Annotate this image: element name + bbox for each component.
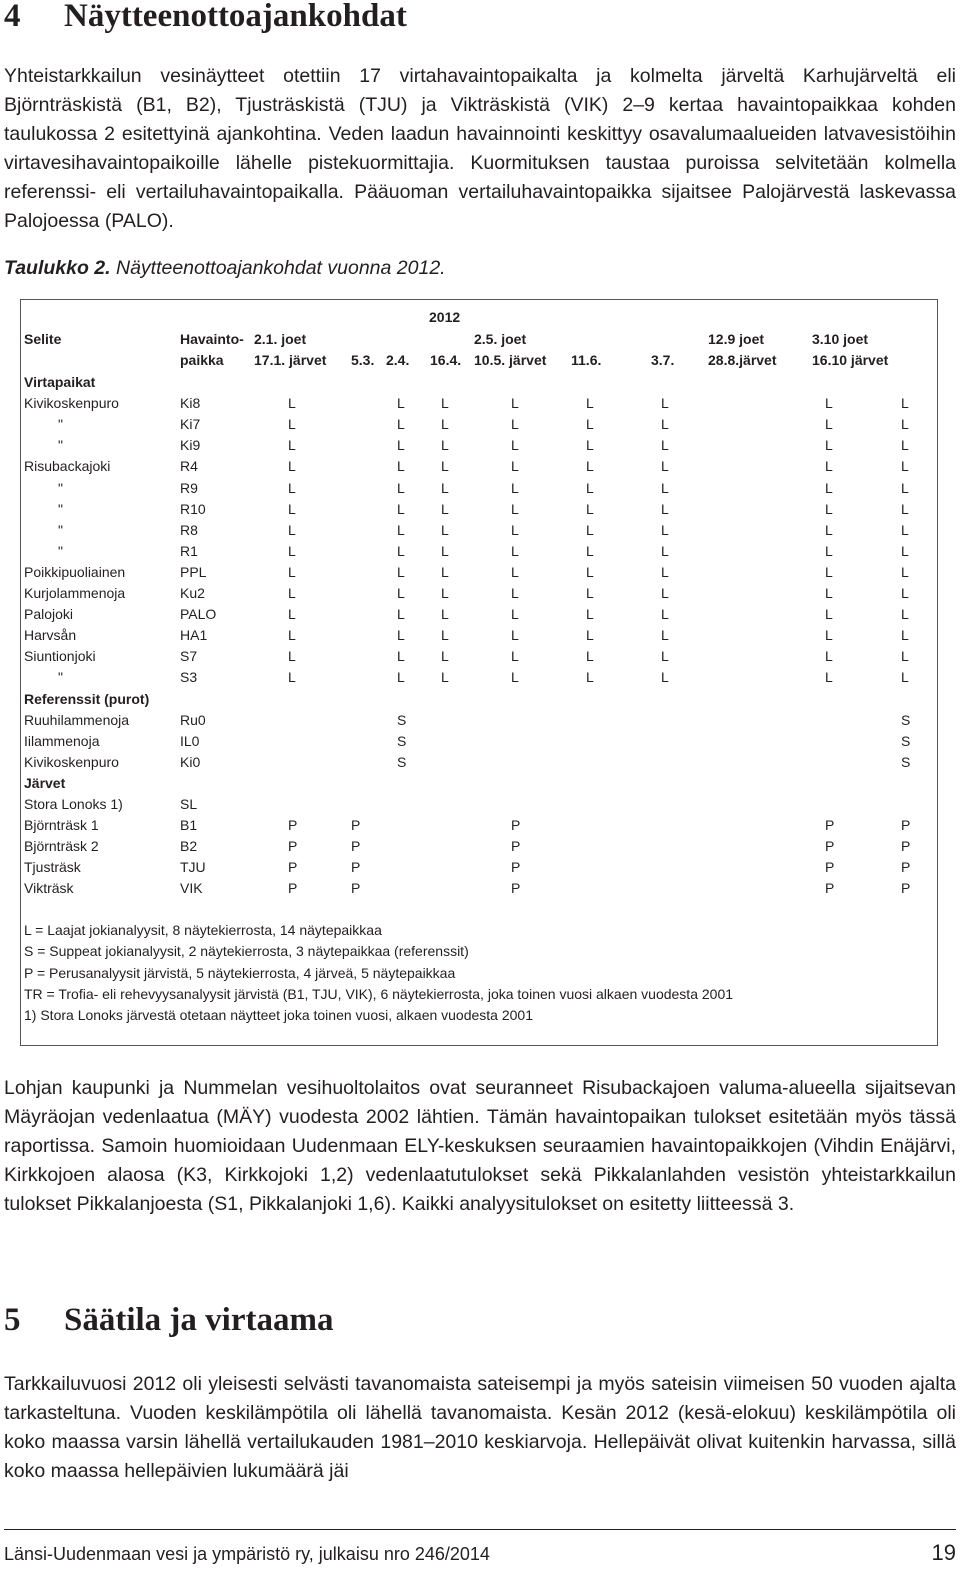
table-cell-mark: S — [901, 733, 911, 749]
table-cell-mark: P — [511, 880, 521, 896]
row-site-name: " — [58, 543, 63, 559]
table-cell-mark: L — [825, 669, 833, 685]
row-site-name: " — [58, 416, 63, 432]
table-cell-mark: L — [511, 437, 519, 453]
row-site-code: R9 — [180, 480, 198, 496]
table-cell-mark: L — [825, 543, 833, 559]
table-caption-label: Taulukko 2. — [4, 257, 111, 279]
table-cell-mark: L — [825, 585, 833, 601]
table-cell-mark: L — [661, 395, 669, 411]
table-cell-mark: P — [351, 838, 361, 854]
section-number: 5 — [4, 1302, 21, 1338]
table-cell-mark: L — [397, 416, 405, 432]
column-subheader: 28.8.järvet — [708, 352, 777, 368]
column-subheader: 11.6. — [571, 352, 602, 368]
table-cell-mark: L — [441, 564, 449, 580]
table-cell-mark: L — [825, 416, 833, 432]
table-cell-mark: L — [901, 606, 909, 622]
table-cell-mark: L — [397, 564, 405, 580]
column-subheader: 3.7. — [651, 352, 675, 368]
table-cell-mark: L — [586, 648, 594, 664]
table-cell-mark: L — [441, 437, 449, 453]
row-site-code: PPL — [180, 564, 207, 580]
table-cell-mark: L — [288, 458, 296, 474]
table-note: 1) Stora Lonoks järvestä otetaan näytteet joka toinen vuosi, alkaen vuodesta 2001 — [24, 1007, 534, 1023]
table-cell-mark: L — [586, 458, 594, 474]
table-cell-mark: L — [441, 480, 449, 496]
table-cell-mark: L — [441, 395, 449, 411]
row-site-code: Ku2 — [180, 585, 205, 601]
row-site-name: Poikkipuoliainen — [24, 564, 126, 580]
table-cell-mark: L — [825, 458, 833, 474]
table-cell-mark: L — [288, 606, 296, 622]
table-cell-mark: L — [511, 543, 519, 559]
table-cell-mark: L — [825, 437, 833, 453]
row-site-name: Vikträsk — [24, 880, 74, 896]
row-site-code: HA1 — [180, 627, 208, 643]
column-header: 12.9 joet — [708, 331, 765, 347]
table-cell-mark: L — [901, 585, 909, 601]
section-title: Näytteenottoajankohdat — [64, 0, 407, 34]
table-cell-mark: L — [397, 669, 405, 685]
table-cell-mark: L — [441, 669, 449, 685]
table-cell-mark: L — [586, 416, 594, 432]
page-number: 19 — [931, 1540, 956, 1565]
table-cell-mark: L — [511, 627, 519, 643]
table-cell-mark: L — [288, 501, 296, 517]
table-cell-mark: P — [351, 817, 361, 833]
table-cell-mark: L — [288, 627, 296, 643]
table-cell-mark: S — [901, 754, 911, 770]
table-cell-mark: L — [901, 395, 909, 411]
footer-divider — [4, 1529, 956, 1530]
table-cell-mark: L — [397, 522, 405, 538]
table-note: L = Laajat jokianalyysit, 8 näytekierrosta, 14 näytepaikkaa — [24, 922, 382, 938]
table-cell-mark: L — [586, 501, 594, 517]
column-subheader: 17.1. järvet — [254, 352, 327, 368]
table-caption — [4, 254, 446, 283]
table-cell-mark: S — [397, 712, 407, 728]
table-cell-mark: L — [661, 648, 669, 664]
table-cell-mark: L — [441, 543, 449, 559]
table-cell-mark: L — [397, 501, 405, 517]
table-cell-mark: L — [825, 480, 833, 496]
row-site-name: Palojoki — [24, 606, 74, 622]
paragraph-2: Lohjan kaupunki ja Nummelan vesihuoltolaitos ovat seuranneet Risubackajoen valuma-alueella sijaitsevan Mäyräojan vedenlaatua (MÄY) vuodesta 2002 lähtien. Tämän havaintopaikan tulokset esitetään myös tässä raportissa. Samoin huomioidaan Uudenmaan ELY-keskuksen seuraamien havaintopaikkojen (Vihdin Enäjärvi, Kirkkojoen alaosa (K3, Kirkkojoki 1,2) vedenlaatutulokset sekä Pikkalanlahden vesistön yhteistarkkailun tulokset Pikkalanjoesta (S1, Pikkalanjoki 1,6). Kaikki analyysitulokset on esitetty liitteessä 3. — [4, 1077, 956, 1215]
table-year-header: 2012 — [429, 309, 461, 325]
column-subheader: 16.10 järvet — [812, 352, 889, 368]
table-cell-mark: L — [397, 627, 405, 643]
table-cell-mark: L — [661, 606, 669, 622]
table-cell-mark: L — [397, 543, 405, 559]
table-cell-mark: L — [288, 543, 296, 559]
table-cell-mark: L — [901, 648, 909, 664]
row-site-name: Kurjolammenoja — [24, 585, 126, 601]
row-site-name: Ruuhilammenoja — [24, 712, 130, 728]
row-site-code: SL — [180, 796, 198, 812]
row-site-name: " — [58, 522, 63, 538]
table-cell-mark: L — [511, 564, 519, 580]
section-4-heading — [4, 0, 407, 38]
table-cell-mark: L — [288, 648, 296, 664]
table-cell-mark: L — [586, 585, 594, 601]
row-site-code: TJU — [180, 859, 206, 875]
table-cell-mark: L — [901, 437, 909, 453]
table-caption-text: Näytteenottoajankohdat vuonna 2012. — [115, 257, 446, 279]
table-cell-mark: P — [825, 859, 835, 875]
table-cell-mark: L — [441, 585, 449, 601]
table-cell-mark: P — [351, 859, 361, 875]
table-cell-mark: L — [288, 585, 296, 601]
table-cell-mark: L — [441, 606, 449, 622]
row-site-name: Siuntionjoki — [24, 648, 96, 664]
table-cell-mark: L — [825, 564, 833, 580]
table-cell-mark: L — [901, 480, 909, 496]
table-cell-mark: L — [661, 564, 669, 580]
row-site-code: Ki0 — [180, 754, 201, 770]
table-cell-mark: L — [661, 437, 669, 453]
table-cell-mark: P — [901, 838, 911, 854]
table-cell-mark: P — [825, 880, 835, 896]
table-cell-mark: L — [661, 669, 669, 685]
table-group-heading: Virtapaikat — [24, 374, 96, 390]
row-site-name: " — [58, 437, 63, 453]
table-cell-mark: L — [441, 458, 449, 474]
row-site-code: PALO — [180, 606, 217, 622]
table-cell-mark: L — [825, 648, 833, 664]
table-cell-mark: L — [441, 501, 449, 517]
table-cell-mark: L — [441, 627, 449, 643]
table-cell-mark: L — [586, 669, 594, 685]
table-cell-mark: L — [511, 522, 519, 538]
table-cell-mark: P — [901, 880, 911, 896]
column-subheader: 5.3. — [351, 352, 375, 368]
table-cell-mark: L — [288, 437, 296, 453]
row-site-name: " — [58, 480, 63, 496]
row-site-code: R4 — [180, 458, 198, 474]
table-cell-mark: P — [351, 880, 361, 896]
row-site-name: " — [58, 501, 63, 517]
row-site-code: S3 — [180, 669, 198, 685]
table-cell-mark: L — [825, 522, 833, 538]
section-5-heading — [4, 1298, 333, 1342]
table-cell-mark: P — [288, 859, 298, 875]
table-cell-mark: L — [661, 416, 669, 432]
table-cell-mark: L — [288, 480, 296, 496]
table-cell-mark: L — [511, 458, 519, 474]
row-site-code: Ki9 — [180, 437, 201, 453]
row-site-name: Björnträsk 2 — [24, 838, 99, 854]
table-cell-mark: L — [586, 543, 594, 559]
row-site-code: B2 — [180, 838, 198, 854]
table-cell-mark: L — [511, 585, 519, 601]
row-site-code: IL0 — [180, 733, 200, 749]
sampling-schedule-table — [20, 299, 938, 1046]
row-site-name: Björnträsk 1 — [24, 817, 99, 833]
table-cell-mark: S — [397, 754, 407, 770]
section-number: 4 — [4, 0, 21, 34]
table-cell-mark: L — [511, 395, 519, 411]
row-site-name: Kivikoskenpuro — [24, 395, 119, 411]
table-cell-mark: L — [901, 543, 909, 559]
table-cell-mark: L — [511, 648, 519, 664]
table-cell-mark: L — [397, 606, 405, 622]
row-site-name: Tjusträsk — [24, 859, 81, 875]
table-cell-mark: S — [901, 712, 911, 728]
table-cell-mark: P — [901, 859, 911, 875]
table-cell-mark: L — [397, 458, 405, 474]
table-cell-mark: P — [825, 817, 835, 833]
row-site-code: Ki7 — [180, 416, 201, 432]
table-cell-mark: L — [901, 416, 909, 432]
table-cell-mark: L — [586, 627, 594, 643]
column-header: Havainto- — [180, 331, 244, 347]
table-cell-mark: P — [511, 859, 521, 875]
table-note: S = Suppeat jokianalyysit, 2 näytekierrosta, 3 näytepaikkaa (referenssit) — [24, 943, 469, 959]
row-site-name: Stora Lonoks 1) — [24, 796, 123, 812]
column-header: 2.1. joet — [254, 331, 307, 347]
table-cell-mark: L — [901, 669, 909, 685]
table-cell-mark: L — [511, 480, 519, 496]
table-cell-mark: L — [397, 437, 405, 453]
table-cell-mark: L — [825, 606, 833, 622]
section-4-paragraph: Yhteistarkkailun vesinäytteet otettiin 17 virtahavaintopaikalta ja kolmelta järveltä Karhujärveltä eli Björnträskistä (B1, B2), Tjusträskistä (TJU) ja Vikträskistä (VIK) 2–9 kertaa havaintopaikkaa kohden taulukossa 2 esitettyinä ajankohtina. Veden laadun havainnointi keskittyy osavalumaalueiden latvavesistöihin virtavesihavaintopaikoille lähelle pistekuormittajia. Kuormituksen taustaa puroissa selvitetään kolmella referenssi- eli vertailuhavaintopaikalla. Pääuoman vertailuhavaintopaikka sijaitsee Palojärvestä laskevassa Palojoessa (PALO). — [4, 65, 956, 232]
row-site-name: Kivikoskenpuro — [24, 754, 119, 770]
table-cell-mark: L — [586, 606, 594, 622]
column-subheader: paikka — [180, 352, 224, 368]
row-site-code: Ru0 — [180, 712, 206, 728]
table-cell-mark: L — [397, 480, 405, 496]
table-note: P = Perusanalyysit järvistä, 5 näytekierrosta, 4 järveä, 5 näytepaikkaa — [24, 965, 456, 981]
table-cell-mark: L — [901, 564, 909, 580]
row-site-code: Ki8 — [180, 395, 201, 411]
table-cell-mark: L — [288, 669, 296, 685]
row-site-code: R10 — [180, 501, 206, 517]
footer-publisher: Länsi-Uudenmaan vesi ja ympäristö ry, julkaisu nro 246/2014 — [4, 1544, 490, 1564]
table-cell-mark: L — [441, 522, 449, 538]
column-header: 3.10 joet — [812, 331, 869, 347]
table-cell-mark: L — [661, 522, 669, 538]
column-subheader: 10.5. järvet — [474, 352, 547, 368]
column-header: Selite — [24, 331, 62, 347]
row-site-name: Iilammenoja — [24, 733, 100, 749]
row-site-name: " — [58, 669, 63, 685]
table-cell-mark: P — [288, 880, 298, 896]
table-cell-mark: L — [397, 648, 405, 664]
row-site-code: B1 — [180, 817, 198, 833]
table-cell-mark: P — [288, 817, 298, 833]
table-cell-mark: L — [511, 416, 519, 432]
table-cell-mark: P — [511, 817, 521, 833]
table-group-heading: Järvet — [24, 775, 66, 791]
table-cell-mark: L — [901, 627, 909, 643]
table-cell-mark: L — [586, 564, 594, 580]
table-cell-mark: L — [441, 648, 449, 664]
table-cell-mark: L — [661, 458, 669, 474]
table-cell-mark: L — [288, 416, 296, 432]
table-cell-mark: L — [825, 395, 833, 411]
table-cell-mark: L — [661, 480, 669, 496]
table-group-heading: Referenssit (purot) — [24, 691, 150, 707]
row-site-name: Risubackajoki — [24, 458, 111, 474]
table-cell-mark: L — [901, 522, 909, 538]
table-cell-mark: L — [397, 585, 405, 601]
row-site-code: R8 — [180, 522, 198, 538]
table-cell-mark: L — [586, 437, 594, 453]
table-cell-mark: L — [661, 543, 669, 559]
table-cell-mark: L — [511, 606, 519, 622]
table-cell-mark: P — [901, 817, 911, 833]
table-cell-mark: L — [586, 480, 594, 496]
table-note: TR = Trofia- eli rehevyysanalyysit järvistä (B1, TJU, VIK), 6 näytekierrosta, joka toinen vuosi alkaen vuodesta 2001 — [24, 986, 734, 1002]
table-cell-mark: L — [825, 501, 833, 517]
table-cell-mark: L — [661, 627, 669, 643]
table-cell-mark: L — [901, 458, 909, 474]
table-cell-mark: L — [397, 395, 405, 411]
column-subheader: 16.4. — [430, 352, 462, 368]
table-cell-mark: L — [901, 501, 909, 517]
table-cell-mark: L — [825, 627, 833, 643]
column-subheader: 2.4. — [386, 352, 410, 368]
table-cell-mark: L — [661, 501, 669, 517]
table-cell-mark: P — [825, 838, 835, 854]
table-cell-mark: L — [661, 585, 669, 601]
section-5-paragraph: Tarkkailuvuosi 2012 oli yleisesti selvästi tavanomaista sateisempi ja myös sateisin viimeisen 50 vuoden ajalta tarkasteltuna. Vuoden keskilämpötila oli lähellä tavanomaista. Kesän 2012 (kesä-elokuu) keskilämpötila oli koko maassa varsin lähellä vertailukauden 1981–2010 keskiarvoja. Hellepäivät olivat kuitenkin harvassa, sillä koko maassa hellepäivien lukumäärä jäi — [4, 1373, 956, 1482]
table-cell-mark: L — [441, 416, 449, 432]
column-header: 2.5. joet — [474, 331, 527, 347]
table-cell-mark: L — [288, 564, 296, 580]
section-title: Säätila ja virtaama — [64, 1302, 334, 1338]
table-cell-mark: P — [288, 838, 298, 854]
table-cell-mark: P — [511, 838, 521, 854]
table-cell-mark: L — [511, 669, 519, 685]
row-site-code: S7 — [180, 648, 198, 664]
row-site-code: R1 — [180, 543, 198, 559]
row-site-name: Harvsån — [24, 627, 77, 643]
table-cell-mark: L — [586, 522, 594, 538]
table-cell-mark: S — [397, 733, 407, 749]
table-cell-mark: L — [288, 395, 296, 411]
row-site-code: VIK — [180, 880, 203, 896]
table-cell-mark: L — [586, 395, 594, 411]
table-cell-mark: L — [288, 522, 296, 538]
table-cell-mark: L — [511, 501, 519, 517]
